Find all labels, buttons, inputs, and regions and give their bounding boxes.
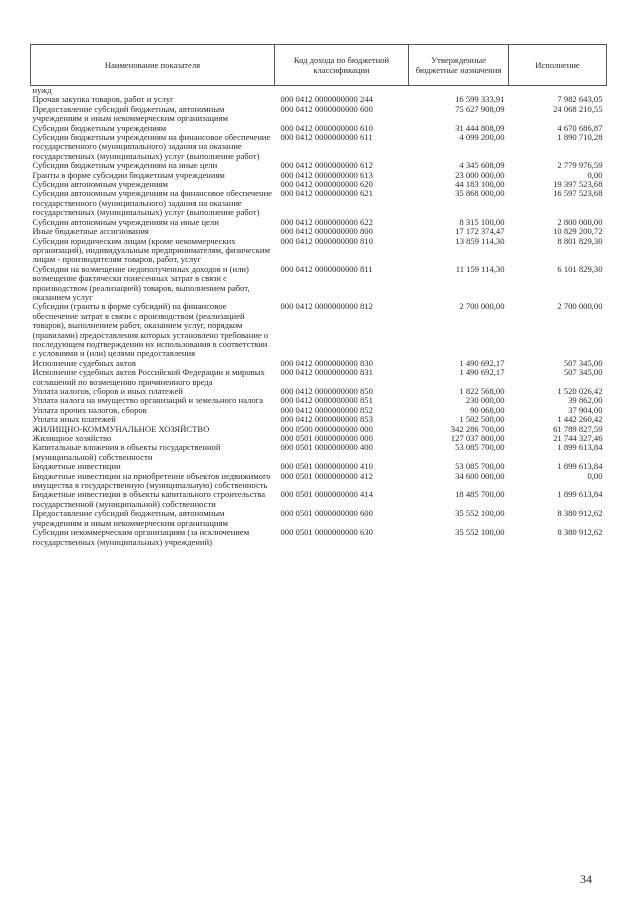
- row-approved: 75 627 908,09: [455, 103, 505, 114]
- header-name: Наименование показателя: [31, 45, 275, 86]
- row-executed: 2 779 976,59: [557, 160, 603, 171]
- row-executed: 2 800 000,00: [557, 216, 603, 227]
- row-executed: 507 345,00: [563, 367, 603, 378]
- row-code: 000 0412 0000000000 620: [280, 179, 373, 190]
- header-code: Код дохода по бюджетной классификации: [275, 45, 409, 86]
- table-row: [31, 368, 607, 387]
- row-name: Субсидии бюджетным учреждениям: [32, 122, 167, 133]
- row-approved: 31 444 808,09: [455, 122, 505, 133]
- row-executed: 6 101 829,30: [557, 263, 603, 274]
- table-row: [31, 509, 607, 528]
- row-name: Уплата налога на имущество организаций и земельного налога: [32, 395, 264, 406]
- row-executed: 1 442 260,42: [557, 414, 603, 425]
- row-name: нужд: [32, 85, 52, 95]
- table-row: [31, 443, 607, 462]
- row-name: Уплата иных платежей: [32, 414, 116, 425]
- row-executed: 10 829 200,72: [553, 226, 603, 237]
- row-executed: 8 380 912,62: [557, 508, 603, 519]
- row-name: Субсидии автономным учреждениям на финансовое обеспечение государственного (муниципального) задания на оказание государственных (муниципальных) услуг (выполнение работ): [32, 188, 272, 218]
- row-approved: 53 085 700,00: [455, 461, 505, 472]
- row-approved: 2 700 000,00: [459, 301, 505, 312]
- row-approved: 23 000 000,00: [455, 169, 505, 180]
- row-name: Бюджетные инвестиции в объекты капитального строительства государственной (муниципальной) собственности: [32, 489, 266, 509]
- row-executed: 0,00: [587, 470, 603, 481]
- row-approved: 53 085 700,00: [455, 442, 505, 453]
- row-executed: 8 801 829,30: [557, 235, 603, 246]
- row-name: Субсидии автономным учреждениям: [32, 179, 168, 190]
- row-code: 000 0412 0000000000 831: [280, 367, 373, 378]
- row-code: 000 0412 0000000000 851: [280, 395, 373, 406]
- row-name: Субсидии бюджетным учреждениям на финансовое обеспечение государственного (муниципального) задания на оказание государственных (муниципальных) услуг (выполнение работ): [32, 132, 271, 161]
- row-code: 000 0501 0000000000 412: [280, 470, 373, 481]
- row-approved: 1 490 692,17: [459, 367, 505, 378]
- table-row: [31, 528, 607, 547]
- row-approved: 1 822 568,00: [459, 386, 505, 396]
- row-approved: 44 183 100,00: [455, 179, 505, 190]
- row-code: 000 0412 0000000000 622: [280, 216, 373, 227]
- row-approved: 1 502 500,00: [459, 414, 505, 425]
- table-row: [31, 265, 607, 303]
- row-code: 000 0412 0000000000 610: [280, 122, 373, 133]
- row-name: Прочая закупка товаров, работ и услуг: [32, 94, 174, 105]
- row-approved: 4 099 200,00: [459, 132, 505, 143]
- row-executed: 1 899 613,84: [557, 489, 603, 500]
- table-row: [31, 133, 607, 161]
- header-approved: Утвержденные бюджетные назначения: [409, 45, 509, 86]
- row-code: 000 0412 0000000000 810: [280, 235, 373, 246]
- row-approved: 127 037 800,00: [450, 433, 505, 444]
- row-name: Субсидии некоммерческим организациям (за исключением государственных (муниципальных) учреждений): [32, 527, 250, 547]
- row-approved: 230 000,00: [465, 395, 505, 406]
- row-executed: 24 068 210,55: [553, 103, 603, 114]
- row-executed: 16 597 523,68: [553, 188, 603, 199]
- row-name: Предоставление субсидий бюджетным, автономным учреждениям и иным некоммерческим организациям: [32, 508, 228, 528]
- row-approved: 35 868 000,00: [455, 188, 505, 199]
- row-name: Иные бюджетные ассигнования: [32, 226, 149, 237]
- row-name: Жилищное хозяйство: [32, 433, 112, 444]
- row-code: 000 0412 0000000000 852: [280, 404, 373, 415]
- row-name: Субсидии юридическим лицам (кроме некоммерческих организаций), индивидуальным предпринимателям, физическим лицам - производителям товаров, работ, услуг: [32, 235, 270, 265]
- row-code: 000 0412 0000000000 812: [280, 301, 373, 312]
- table-row: [31, 302, 607, 358]
- row-name: Бюджетные инвестиции на приобретение объектов недвижимого имущества в государственную (муниципальную) собственность: [32, 470, 271, 491]
- row-executed: 1 899 613,84: [557, 461, 603, 472]
- row-approved: 90 068,00: [470, 404, 505, 415]
- row-code: 000 0412 0000000000 621: [280, 188, 373, 199]
- row-executed: 61 789 827,59: [553, 423, 603, 434]
- row-approved: 18 485 700,00: [455, 489, 505, 500]
- row-executed: 4 670 686,87: [557, 122, 603, 133]
- row-executed: 37 904,00: [568, 404, 603, 415]
- row-executed: 507 345,00: [563, 357, 603, 368]
- row-name: Уплата прочих налогов, сборов: [32, 404, 147, 415]
- row-approved: 34 600 000,00: [455, 470, 505, 481]
- row-approved: 16 599 333,91: [455, 94, 505, 105]
- row-code: 000 0501 0000000000 414: [280, 489, 373, 500]
- row-executed: 7 982 643,05: [557, 94, 603, 105]
- row-name: Субсидии (гранты в форме субсидий) на финансовое обеспечение затрат в связи с производством (реализацией товаров), выполнением работ, оказанием услуг, порядком (правилами) предоставления которых установлено требование о последующем подтверждении их использования в соответствии с условиями и (или) целями предоставления: [32, 301, 269, 359]
- table-row: [31, 472, 607, 491]
- table-row: [31, 189, 607, 217]
- row-approved: 35 552 100,00: [455, 527, 505, 538]
- table-header: [31, 45, 607, 86]
- row-name: Исполнение судебных актов: [32, 357, 136, 368]
- row-executed: 0,00: [587, 169, 603, 180]
- row-code: 000 0412 0000000000 853: [280, 414, 373, 425]
- row-executed: 1 520 026,42: [557, 386, 603, 396]
- row-name: Субсидии бюджетным учреждениям на иные цели: [32, 160, 218, 171]
- budget-execution-table: [30, 44, 607, 547]
- row-code: 000 0412 0000000000 811: [280, 263, 373, 274]
- row-name: Субсидии автономным учреждениям на иные цели: [32, 216, 219, 227]
- row-code: 000 0412 0000000000 244: [280, 94, 373, 105]
- row-name: Субсидии на возмещение недополученных доходов и (или) возмещение фактически понесенных затрат в связи с производством (реализацией) товаров, выполнением работ, оказанием услуг: [32, 263, 250, 302]
- row-name: Капитальные вложения в объекты государственной (муниципальной) собственности: [32, 442, 221, 462]
- row-code: 000 0412 0000000000 611: [280, 132, 373, 143]
- row-executed: 2 700 000,00: [557, 301, 603, 312]
- row-code: 000 0412 0000000000 612: [280, 160, 373, 171]
- row-executed: 21 744 327,46: [553, 433, 603, 444]
- row-approved: 35 552 100,00: [455, 508, 505, 519]
- page-number: 34: [580, 872, 592, 886]
- row-code: 000 0412 0000000000 850: [280, 386, 373, 396]
- row-code: 000 0501 0000000000 600: [280, 508, 373, 519]
- row-code: 000 0412 0000000000 600: [280, 103, 373, 114]
- row-approved: 11 159 114,30: [455, 263, 505, 274]
- row-code: 000 0412 0000000000 800: [280, 226, 373, 237]
- header-executed: Исполнение: [509, 45, 607, 86]
- row-name: Исполнение судебных актов Российской Федерации и мировых соглашений по возмещению причиненного вреда: [32, 367, 265, 387]
- row-code: 000 0501 0000000000 000: [280, 433, 373, 444]
- row-code: 000 0412 0000000000 830: [280, 357, 373, 368]
- row-executed: 1 890 710,28: [557, 132, 603, 143]
- row-name: Предоставление субсидий бюджетным, автономным учреждениям и иным некоммерческим организациям: [32, 103, 228, 124]
- row-executed: 8 380 912,62: [557, 527, 603, 538]
- row-approved: 13 859 114,30: [455, 235, 505, 246]
- table-body: [31, 86, 607, 547]
- row-code: 000 0501 0000000000 410: [280, 461, 373, 472]
- row-approved: 17 172 374,47: [455, 226, 505, 237]
- row-name: Уплата налогов, сборов и иных платежей: [32, 386, 184, 396]
- table-row: [31, 105, 607, 124]
- row-code: 000 0501 0000000000 400: [280, 442, 373, 453]
- row-code: 000 0500 0000000000 000: [280, 423, 373, 434]
- row-name: Бюджетные инвестиции: [32, 461, 121, 472]
- row-executed: 39 862,00: [568, 395, 603, 406]
- row-approved: 1 490 692,17: [459, 357, 505, 368]
- row-code: 000 0501 0000000000 630: [280, 527, 373, 538]
- row-approved: 8 315 100,00: [459, 216, 505, 227]
- row-executed: 19 397 523,68: [553, 179, 603, 190]
- row-approved: 342 286 700,00: [450, 423, 505, 434]
- row-executed: 1 899 613,84: [557, 442, 603, 453]
- row-name: Гранты в форме субсидии бюджетным учреждениям: [32, 169, 225, 180]
- table-row: [31, 490, 607, 509]
- row-approved: 4 345 608,09: [459, 160, 505, 171]
- row-name: ЖИЛИЩНО-КОММУНАЛЬНОЕ ХОЗЯЙСТВО: [32, 423, 210, 434]
- table-row: [31, 237, 607, 265]
- row-code: 000 0412 0000000000 613: [280, 169, 373, 180]
